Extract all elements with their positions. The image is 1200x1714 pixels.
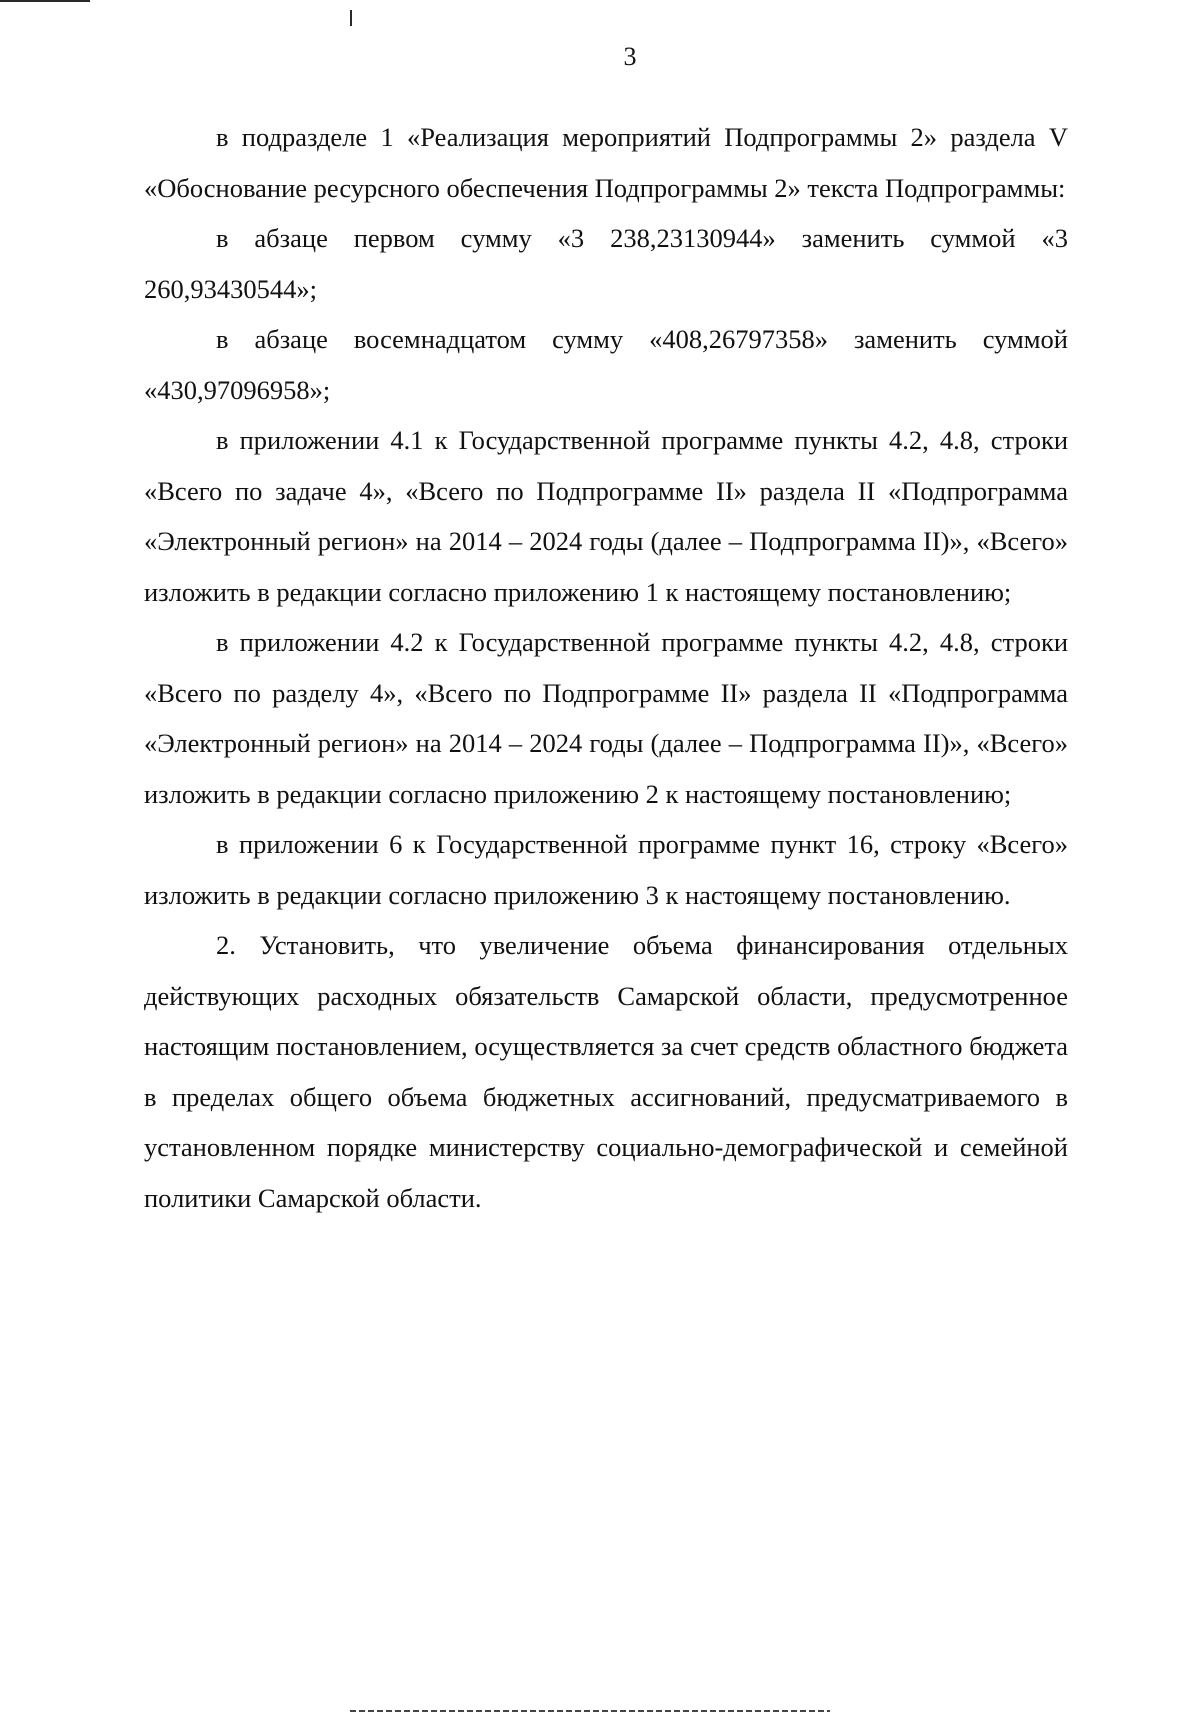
paragraph-appendix-6: в приложении 6 к Государственной программе пункт 16, строку «Всего» изложить в редакции согласно приложению 3 к настоящему постановлению. — [144, 829, 1068, 910]
scan-edge-mark — [0, 0, 90, 2]
paragraph-appendix-4-2: в приложении 4.2 к Государственной программе пункты 4.2, 4.8, строки «Всего по разделу 4», «Всего по Подпрограмме II» раздела II «Подпрограмма «Электронный регион» на 2014 – 2024 годы (далее – Подпрограмма II)», «Всего» изложить в редакции согласно приложению 2 к настоящему постановлению; — [144, 627, 1068, 809]
paragraph-appendix-4-1: в приложении 4.1 к Государственной программе пункты 4.2, 4.8, строки «Всего по задаче 4», «Всего по Подпрограмме II» раздела II «Подпрограмма «Электронный регион» на 2014 – 2024 годы (далее – Подпрограмма II)», «Всего» изложить в редакции согласно приложению 1 к настоящему постановлению; — [144, 425, 1068, 607]
scan-tick-mark — [350, 10, 352, 26]
paragraph-eighteenth-amount: в абзаце восемнадцатом сумму «408,26797358» заменить суммой «430,97096958»; — [144, 324, 1068, 405]
page-number: 3 — [623, 42, 637, 71]
document-body — [144, 112, 1068, 1223]
scan-bottom-edge — [350, 1710, 830, 1712]
paragraph-clause-2: 2. Установить, что увеличение объема финансирования отдельных действующих расходных обязательств Самарской области, предусмотренное настоящим постановлением, осуществляется за счет средств областного бюджета в пределах общего объема бюджетных ассигнований, предусматриваемого в установленном порядке министерству социально-демографической и семейной политики Самарской области. — [144, 930, 1068, 1213]
paragraph-first-amount: в абзаце первом сумму «3 238,23130944» заменить суммой «3 260,93430544»; — [144, 223, 1068, 304]
paragraph-subsection-intro: в подразделе 1 «Реализация мероприятий Подпрограммы 2» раздела V «Обоснование ресурсного обеспечения Подпрограммы 2» текста Подпрограммы: — [144, 122, 1068, 203]
